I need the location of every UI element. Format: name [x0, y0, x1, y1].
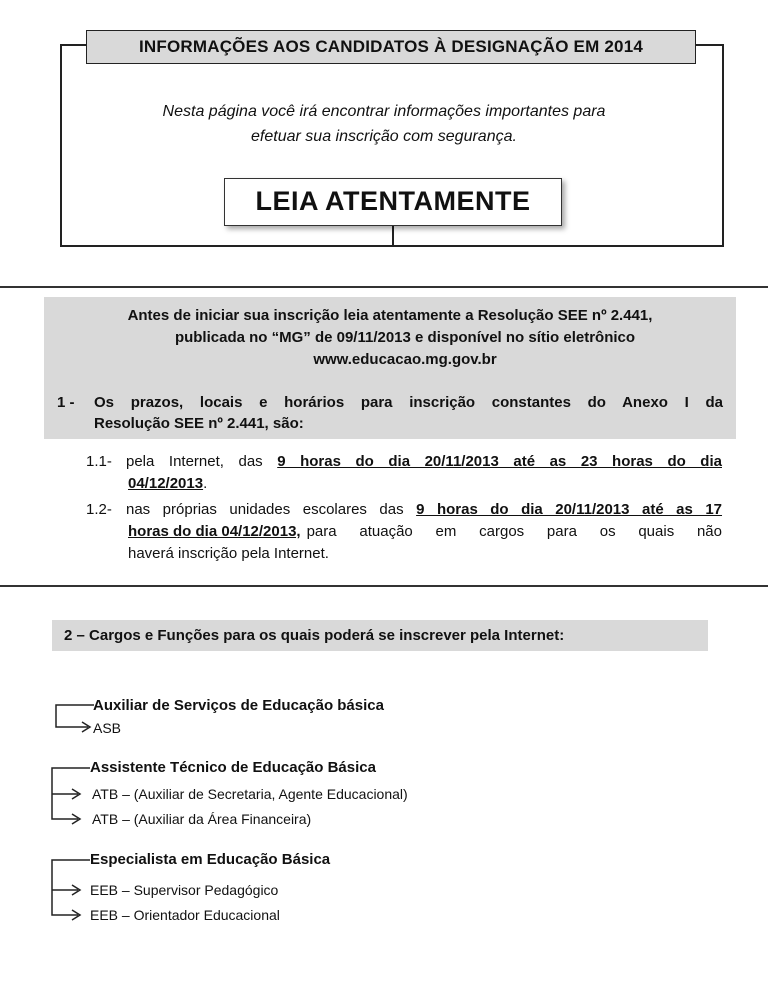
frame-right-top — [696, 44, 724, 46]
resolution-intro — [60, 305, 720, 371]
group-item: ASB — [93, 720, 122, 736]
subitem-label: 1.1- — [86, 453, 112, 470]
subitem-text-cont: para atuação em cargos para os quais não — [306, 523, 722, 540]
intro-line-1: Nesta página você irá encontrar informações importantes para — [162, 103, 606, 120]
subitem-1-2 — [86, 499, 722, 565]
group-item: ATB – (Auxiliar de Secretaria, Agente Educacional) — [92, 786, 408, 802]
item-line-2: Resolução SEE nº 2.441, são: — [94, 415, 304, 432]
group-item: ATB – (Auxiliar da Área Financeira) — [92, 811, 312, 827]
deadline-schools: 9 horas do dia 20/11/2013 até as 17 — [416, 501, 723, 518]
group-heading: Auxiliar de Serviços de Educação básica — [93, 697, 384, 714]
group-item: EEB – Supervisor Pedagógico — [90, 882, 279, 898]
deadline-internet: 9 horas do dia 20/11/2013 até as 23 horas do dia — [277, 453, 722, 470]
subitem-text: nas próprias unidades escolares das — [126, 501, 404, 518]
resolution-intro-line-1: Antes de iniciar sua inscrição leia atentamente a Resolução SEE nº 2.441, — [127, 307, 653, 324]
frame-left-edge — [60, 44, 62, 247]
subitem-1-1 — [86, 451, 722, 495]
subitem-suffix: . — [203, 475, 208, 492]
intro-line-2: efetuar sua inscrição com segurança. — [251, 128, 517, 145]
subitem-text: pela Internet, das — [126, 453, 263, 470]
subitem-text-end: haverá inscrição pela Internet. — [128, 545, 329, 562]
resolution-website: www.educacao.mg.gov.br — [313, 351, 497, 368]
group3-tree-lines — [48, 855, 93, 921]
section1-item — [57, 392, 723, 434]
group-heading: Especialista em Educação Básica — [90, 851, 331, 868]
item-number: 1 - — [57, 394, 75, 411]
frame-left-top — [60, 44, 87, 46]
item-line-1: Os prazos, locais e horários para inscrição constantes do Anexo I da — [94, 394, 723, 411]
group-item: EEB – Orientador Educacional — [90, 907, 280, 923]
group-heading: Assistente Técnico de Educação Básica — [90, 759, 376, 776]
read-carefully-banner: LEIA ATENTAMENTE — [224, 178, 562, 226]
deadline-schools-end: horas do dia 04/12/2013, — [128, 523, 301, 540]
subitem-label: 1.2- — [86, 501, 112, 518]
frame-right-edge — [722, 44, 724, 247]
divider-2 — [0, 585, 768, 587]
group2-tree-lines — [48, 763, 93, 823]
frame-center-connector — [392, 226, 394, 246]
page-title: INFORMAÇÕES AOS CANDIDATOS À DESIGNAÇÃO EM 2014 — [86, 30, 696, 64]
resolution-intro-line-2: publicada no “MG” de 09/11/2013 e disponível no sítio eletrônico — [174, 329, 636, 346]
section2-title: 2 – Cargos e Funções para os quais poderá se inscrever pela Internet: — [64, 627, 565, 644]
deadline-internet-end: 04/12/2013 — [128, 475, 204, 492]
divider-1 — [0, 286, 768, 288]
group1-tree-lines — [52, 700, 97, 734]
intro-text — [90, 99, 678, 149]
